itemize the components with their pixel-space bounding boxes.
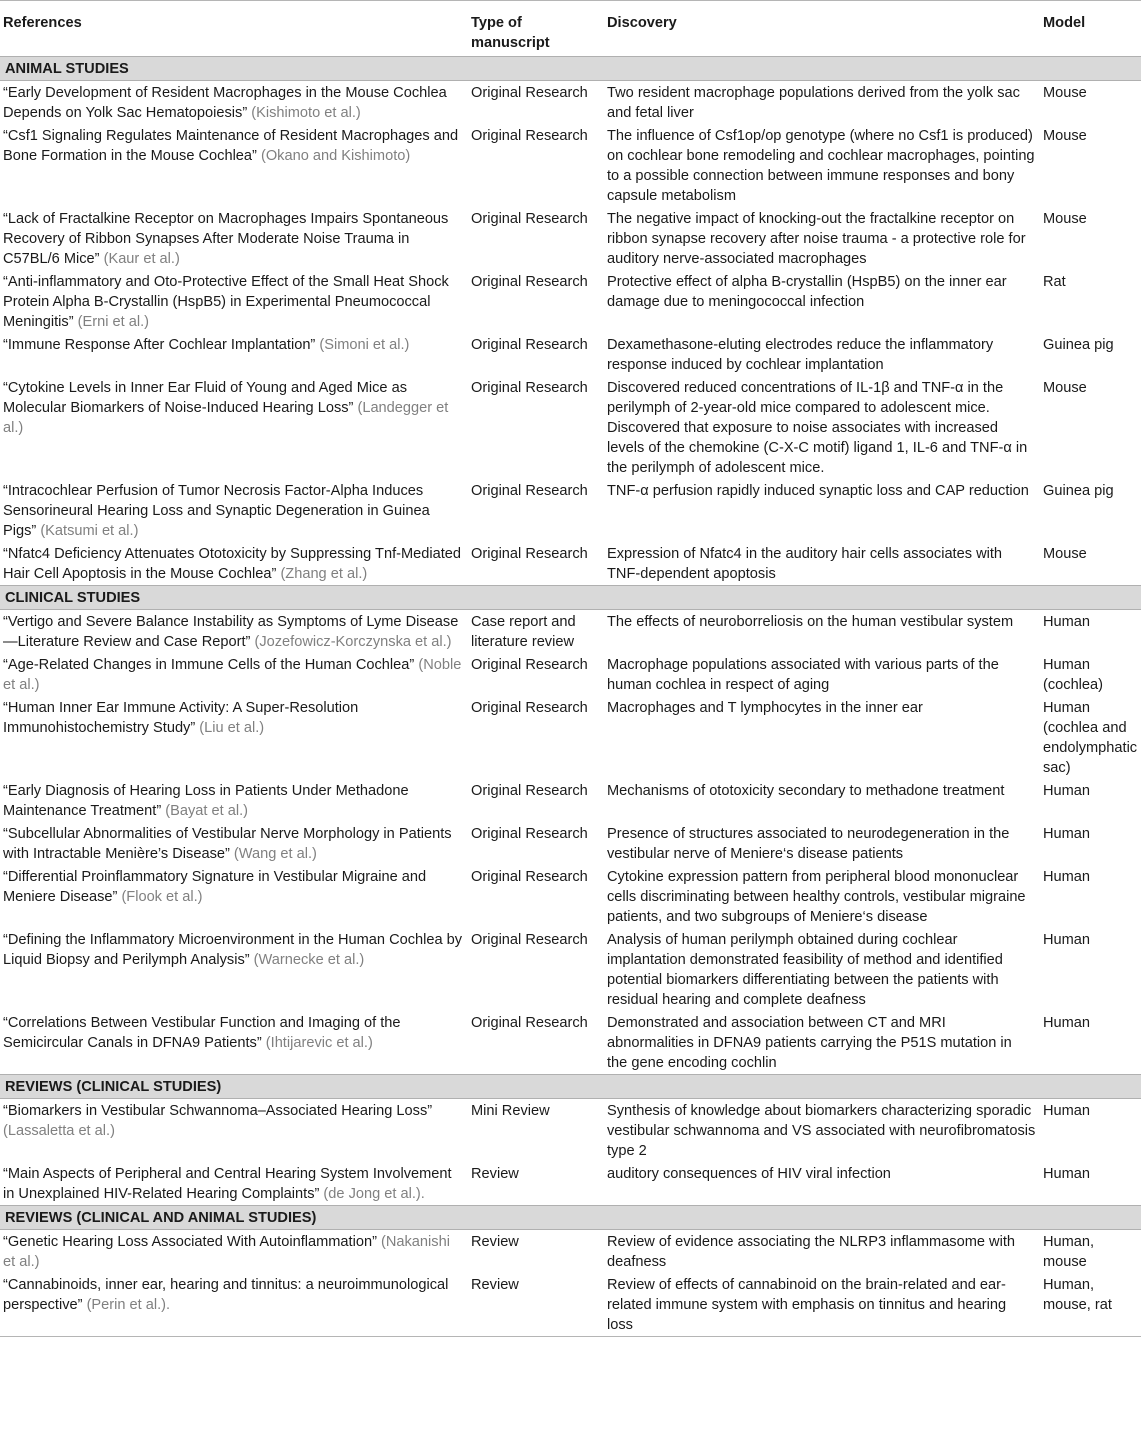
table-row — [0, 542, 1141, 586]
table-body — [0, 57, 1141, 1337]
discovery-cell: Expression of Nfatc4 in the auditory hair cells associates with TNF-dependent apoptosis — [607, 546, 1003, 582]
type-cell: Case report and literature review — [471, 614, 576, 650]
reference-title: “Vertigo and Severe Balance Instability as Symptoms of Lyme Disease—Literature Review and Case Report” — [3, 614, 459, 650]
model-cell: Human — [1043, 1103, 1091, 1119]
model-cell: Mouse — [1043, 546, 1087, 562]
section-header-row — [0, 1206, 1141, 1230]
table-row — [0, 270, 1141, 333]
reference-cell — [0, 333, 468, 376]
header-references: References — [0, 1, 468, 57]
reference-title: “Biomarkers in Vestibular Schwannoma–Associated Hearing Loss” — [3, 1103, 433, 1119]
reference-cell — [0, 81, 468, 125]
type-cell: Original Research — [471, 1015, 588, 1031]
reference-title: “Lack of Fractalkine Receptor on Macrophages Impairs Spontaneous Recovery of Ribbon Synapses After Moderate Noise Trauma in C57BL/6 Mice” — [3, 211, 449, 267]
type-cell: Original Research — [471, 869, 588, 885]
reference-title: “Correlations Between Vestibular Function and Imaging of the Semicircular Canals in DFNA9 Patients” — [3, 1015, 401, 1051]
model-cell: Guinea pig — [1043, 337, 1114, 353]
discovery-cell: Mechanisms of ototoxicity secondary to methadone treatment — [607, 783, 1005, 799]
model-cell: Guinea pig — [1043, 483, 1114, 499]
reference-title: “Subcellular Abnormalities of Vestibular Nerve Morphology in Patients with Intractable Menière’s Disease” — [3, 826, 452, 862]
table-row — [0, 1099, 1141, 1163]
reference-cell — [0, 653, 468, 696]
discovery-cell: Protective effect of alpha B-crystallin (HspB5) on the inner ear damage due to meningococcal infection — [607, 274, 1007, 310]
reference-citation-link[interactable]: (Katsumi et al.) — [40, 523, 139, 539]
reference-cell — [0, 1011, 468, 1075]
reference-cell — [0, 376, 468, 479]
header-row — [0, 1, 1141, 57]
reference-cell — [0, 1230, 468, 1274]
discovery-cell: Macrophage populations associated with various parts of the human cochlea in respect of aging — [607, 657, 999, 693]
reference-cell — [0, 610, 468, 654]
model-cell: Human — [1043, 1015, 1091, 1031]
model-cell: Human, mouse, rat — [1040, 1273, 1141, 1337]
type-cell: Original Research — [471, 826, 588, 842]
reference-citation-link[interactable]: (Landegger et al.) — [3, 400, 449, 436]
reference-title: “Anti-inflammatory and Oto-Protective Effect of the Small Heat Shock Protein Alpha B-Crystallin (HspB5) in Experimental Pneumococcal Meningitis” — [3, 274, 449, 330]
discovery-cell: Cytokine expression pattern from peripheral blood mononuclear cells discriminating between healthy controls, vestibular migraine patients, and two subgroups of Meniere‘s disease — [607, 869, 1026, 925]
model-cell: Human — [1043, 826, 1091, 842]
section-header-row — [0, 586, 1141, 610]
reference-cell — [0, 479, 468, 542]
reference-title: “Differential Proinflammatory Signature in Vestibular Migraine and Meniere Disease” — [3, 869, 427, 905]
reference-title: “Csf1 Signaling Regulates Maintenance of Resident Macrophages and Bone Formation in the Mouse Cochlea” — [3, 128, 459, 164]
type-cell: Original Research — [471, 483, 588, 499]
table-row — [0, 779, 1141, 822]
reference-title: “Genetic Hearing Loss Associated With Autoinflammation” — [3, 1234, 377, 1250]
section-title: ANIMAL STUDIES — [0, 57, 1141, 81]
table-row — [0, 81, 1141, 125]
type-cell: Original Research — [471, 85, 588, 101]
header-type: Type of manuscript — [468, 1, 604, 57]
discovery-cell: Discovered reduced concentrations of IL-1β and TNF-α in the perilymph of 2-year-old mice compared to adolescent mice. Discovered that exposure to noise associates with increased levels of the chemokine (C-X-C motif) ligand 1, IL-6 and TNF-α in the perilymph of adolescent mice. — [607, 380, 1028, 476]
reference-citation-link[interactable]: (Kishimoto et al.) — [251, 105, 361, 121]
model-cell: Mouse — [1043, 380, 1087, 396]
model-cell: Human — [1043, 1166, 1091, 1182]
model-cell: Human — [1043, 614, 1091, 630]
model-cell: Human — [1043, 932, 1091, 948]
reference-cell — [0, 696, 468, 779]
table-row — [0, 610, 1141, 654]
reference-citation-link[interactable]: (Noble et al.) — [3, 657, 462, 693]
type-cell: Original Research — [471, 274, 588, 290]
reference-cell — [0, 928, 468, 1011]
reference-title: “Cannabinoids, inner ear, hearing and tinnitus: a neuroimmunological perspective” — [3, 1277, 449, 1313]
model-cell: Human — [1043, 869, 1091, 885]
model-cell: Mouse — [1043, 85, 1087, 101]
reference-citation-link[interactable]: (Perin et al.). — [86, 1297, 171, 1313]
discovery-cell: Dexamethasone-eluting electrodes reduce the inflammatory response induced by cochlear implantation — [607, 337, 994, 373]
table-row — [0, 124, 1141, 207]
reference-title: “Early Development of Resident Macrophages in the Mouse Cochlea Depends on Yolk Sac Hematopoiesis” — [3, 85, 447, 121]
reference-title: “Cytokine Levels in Inner Ear Fluid of Young and Aged Mice as Molecular Biomarkers of Noise-Induced Hearing Loss” — [3, 380, 408, 416]
model-cell: Human (cochlea and endolymphatic sac) — [1043, 700, 1138, 776]
discovery-cell: Presence of structures associated to neurodegeneration in the vestibular nerve of Meniere‘s disease patients — [607, 826, 1010, 862]
model-cell: Rat — [1043, 274, 1066, 290]
table-row — [0, 376, 1141, 479]
model-cell: Human, mouse — [1043, 1234, 1095, 1270]
reference-citation-link[interactable]: (Warnecke et al.) — [253, 952, 365, 968]
table-row — [0, 479, 1141, 542]
discovery-cell: Demonstrated and association between CT and MRI abnormalities in DFNA9 patients carrying the P51S mutation in the gene encoding cochlin — [607, 1015, 1012, 1071]
table-row — [0, 1162, 1141, 1206]
model-cell: Human (cochlea) — [1043, 657, 1104, 693]
discovery-cell: Two resident macrophage populations derived from the yolk sac and fetal liver — [607, 85, 1020, 121]
reference-cell — [0, 270, 468, 333]
table-row — [0, 1230, 1141, 1274]
header-discovery: Discovery — [604, 1, 1040, 57]
reference-title: “Age-Related Changes in Immune Cells of the Human Cochlea” — [3, 657, 415, 673]
type-cell: Original Research — [471, 337, 588, 353]
reference-citation-link[interactable]: (Liu et al.) — [199, 720, 265, 736]
type-cell: Original Research — [471, 211, 588, 227]
reference-cell — [0, 542, 468, 586]
reference-citation-link[interactable]: (Okano and Kishimoto) — [260, 148, 411, 164]
reference-citation-link[interactable]: (de Jong et al.). — [323, 1186, 425, 1202]
table-row — [0, 1273, 1141, 1337]
model-cell: Human — [1043, 783, 1091, 799]
table-row — [0, 822, 1141, 865]
reference-citation-link[interactable]: (Bayat et al.) — [165, 803, 248, 819]
type-cell: Original Research — [471, 932, 588, 948]
reference-cell — [0, 124, 468, 207]
table-row — [0, 207, 1141, 270]
type-cell: Original Research — [471, 783, 588, 799]
reference-title: “Intracochlear Perfusion of Tumor Necrosis Factor-Alpha Induces Sensorineural Hearing Loss and Synaptic Degeneration in Guinea Pigs” — [3, 483, 430, 539]
table-row — [0, 653, 1141, 696]
section-title: CLINICAL STUDIES — [0, 586, 1141, 610]
model-cell: Mouse — [1043, 211, 1087, 227]
type-cell: Original Research — [471, 128, 588, 144]
reference-cell — [0, 822, 468, 865]
table-row — [0, 333, 1141, 376]
reference-citation-link[interactable]: (Wang et al.) — [233, 846, 317, 862]
reference-citation-link[interactable]: (Simoni et al.) — [319, 337, 410, 353]
section-title: REVIEWS (CLINICAL AND ANIMAL STUDIES) — [0, 1206, 1141, 1230]
reference-cell — [0, 1273, 468, 1337]
section-header-row — [0, 57, 1141, 81]
type-cell: Original Research — [471, 700, 588, 716]
reference-cell — [0, 865, 468, 928]
discovery-cell: TNF-α perfusion rapidly induced synaptic loss and CAP reduction — [607, 483, 1029, 499]
discovery-cell: Macrophages and T lymphocytes in the inner ear — [607, 700, 923, 716]
discovery-cell: The negative impact of knocking-out the fractalkine receptor on ribbon synapse recovery after noise trauma - a protective role for auditory nerve-associated macrophages — [607, 211, 1026, 267]
discovery-cell: Review of evidence associating the NLRP3 inflammasome with deafness — [607, 1234, 1016, 1270]
table-row — [0, 928, 1141, 1011]
table-row — [0, 696, 1141, 779]
reference-citation-link[interactable]: (Ihtijarevic et al.) — [265, 1035, 373, 1051]
section-title: REVIEWS (CLINICAL STUDIES) — [0, 1075, 1141, 1099]
reference-citation-link[interactable]: (Kaur et al.) — [103, 251, 180, 267]
type-cell: Original Research — [471, 546, 588, 562]
type-cell: Mini Review — [471, 1103, 550, 1119]
reference-title: “Early Diagnosis of Hearing Loss in Patients Under Methadone Maintenance Treatment” — [3, 783, 409, 819]
reference-citation-link[interactable]: (Zhang et al.) — [280, 566, 368, 582]
type-cell: Review — [471, 1234, 519, 1250]
type-cell: Review — [471, 1166, 519, 1182]
section-header-row — [0, 1075, 1141, 1099]
reference-citation-link[interactable]: (Erni et al.) — [77, 314, 149, 330]
reference-title: “Nfatc4 Deficiency Attenuates Ototoxicity by Suppressing Tnf-Mediated Hair Cell Apoptosis in the Mouse Cochlea” — [3, 546, 462, 582]
discovery-cell: Synthesis of knowledge about biomarkers characterizing sporadic vestibular schwannoma and VS associated with neurofibromatosis type 2 — [607, 1103, 1036, 1159]
reference-title: “Immune Response After Cochlear Implantation” — [3, 337, 316, 353]
discovery-cell: The influence of Csf1op/op genotype (where no Csf1 is produced) on cochlear bone remodeling and cochlear macrophages, pointing to a possible connection between immune responses and bony capsule metabolism — [607, 128, 1035, 204]
header-model: Model — [1040, 1, 1141, 57]
reference-cell — [0, 779, 468, 822]
model-cell: Mouse — [1043, 128, 1087, 144]
type-cell: Original Research — [471, 380, 588, 396]
reference-title: “Main Aspects of Peripheral and Central Hearing System Involvement in Unexplained HIV-Related Hearing Complaints” — [3, 1166, 452, 1202]
type-cell: Review — [468, 1273, 604, 1337]
reference-title: “Human Inner Ear Immune Activity: A Super-Resolution Immunohistochemistry Study” — [3, 700, 359, 736]
discovery-cell: Review of effects of cannabinoid on the brain-related and ear-related immune system with emphasis on tinnitus and hearing loss — [604, 1273, 1040, 1337]
reference-citation-link[interactable]: (Nakanishi et al.) — [3, 1234, 450, 1270]
table-row — [0, 865, 1141, 928]
reference-cell — [0, 1099, 468, 1163]
reference-citation-link[interactable]: (Lassaletta et al.) — [3, 1123, 115, 1139]
reference-citation-link[interactable]: (Jozefowicz-Korczynska et al.) — [254, 634, 452, 650]
reference-citation-link[interactable]: (Flook et al.) — [121, 889, 203, 905]
discovery-cell: auditory consequences of HIV viral infection — [607, 1166, 891, 1182]
reference-cell — [0, 1162, 468, 1206]
type-cell: Original Research — [471, 657, 588, 673]
reference-title: “Defining the Inflammatory Microenvironment in the Human Cochlea by Liquid Biopsy and Perilymph Analysis” — [3, 932, 463, 968]
reference-cell — [0, 207, 468, 270]
table-row — [0, 1011, 1141, 1075]
discovery-cell: Analysis of human perilymph obtained during cochlear implantation demonstrated feasibility of method and identified potential biomarkers differentiating between the patients with residual hearing and complete deafness — [607, 932, 1003, 1008]
discovery-cell: The effects of neuroborreliosis on the human vestibular system — [607, 614, 1014, 630]
